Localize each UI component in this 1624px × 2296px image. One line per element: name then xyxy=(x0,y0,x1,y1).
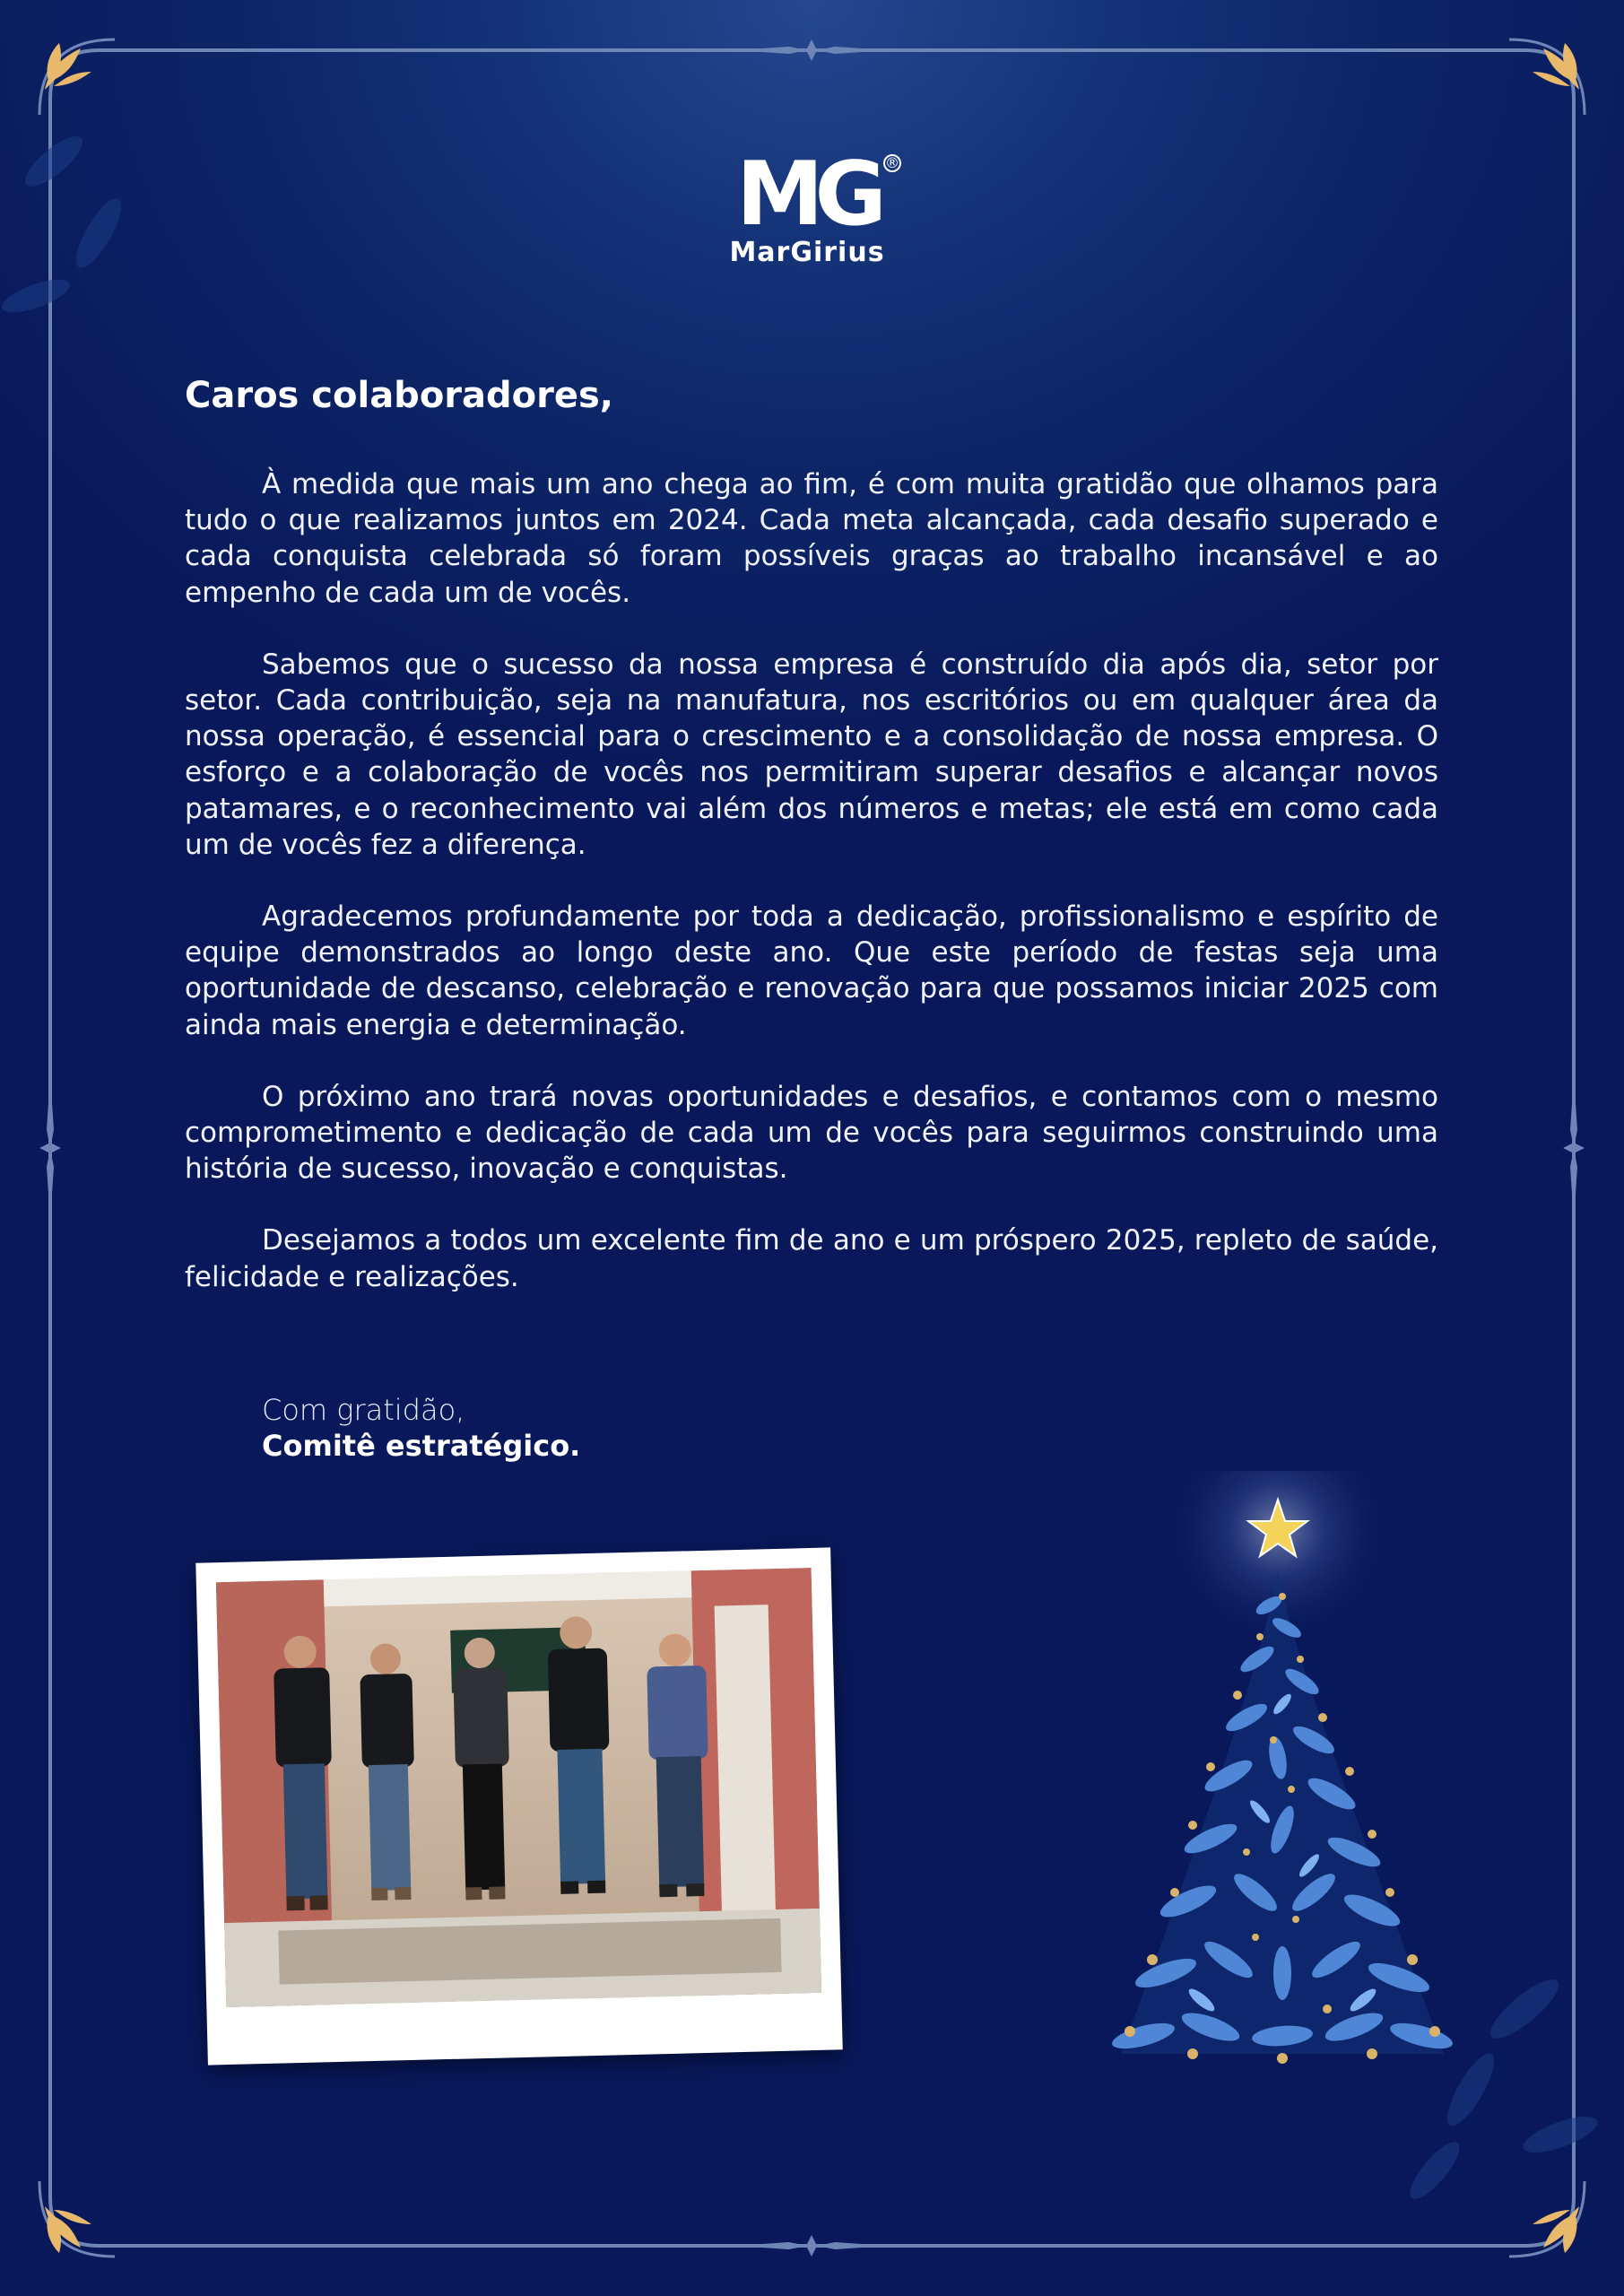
paragraph: Sabemos que o sucesso da nossa empresa é construído dia após dia, setor por setor. Cada contribuição, seja na manufatura, nos escritórios ou em qualquer área da nossa operação, é essencial para o crescimento e a consolidação de nossa empresa. O esforço e a colaboração de vocês nos permitiram superar desafios e alcançar novos patamares, e o reconhecimento vai além dos números e metas; ele está em como cada um de vocês fez a diferença. xyxy=(185,648,1438,861)
greeting: Caros colaboradores, xyxy=(185,375,613,416)
corner-ornament-icon xyxy=(1525,2197,1588,2260)
signature: Comitê estratégico. xyxy=(262,1429,581,1463)
christmas-tree-icon xyxy=(1103,1471,1462,2081)
closing-line: Com gratidão, xyxy=(262,1393,465,1427)
registered-mark: ® xyxy=(885,154,899,171)
letter-body xyxy=(185,466,1438,1331)
corner-ornament-icon xyxy=(36,36,99,99)
logo-mark: MG xyxy=(736,144,878,246)
company-logo xyxy=(713,144,901,275)
paragraph: Desejamos a todos um excelente fim de ano e um próspero 2025, repleto de saúde, felicidade e realizações. xyxy=(185,1224,1438,1293)
paragraph: O próximo ano trará novas oportunidades e desafios, e contamos com o mesmo comprometimento e dedicação de cada um de vocês para seguirmos construindo uma história de sucesso, inovação e conquistas. xyxy=(185,1080,1438,1186)
corner-ornament-icon xyxy=(1525,36,1588,99)
team-photo-frame xyxy=(195,1547,842,2065)
corner-ornament-icon xyxy=(36,2197,99,2260)
paragraph: À medida que mais um ano chega ao fim, é com muita gratidão que olhamos para tudo o que realizamos juntos em 2024. Cada meta alcançada, cada desafio superado e cada conquista celebrada só foram possíveis graças ao trabalho incansável e ao empenho de cada um de vocês. xyxy=(185,468,1438,609)
closing-block xyxy=(262,1392,580,1464)
logo-name: MarGirius xyxy=(729,237,885,268)
paragraph: Agradecemos profundamente por toda a dedicação, profissionalismo e espírito de equipe demonstrados ao longo deste ano. Que este período de festas seja uma oportunidade de descanso, celebração e renovação para que possamos iniciar 2025 com ainda mais energia e determinação. xyxy=(185,900,1438,1041)
team-photo xyxy=(216,1568,821,2007)
